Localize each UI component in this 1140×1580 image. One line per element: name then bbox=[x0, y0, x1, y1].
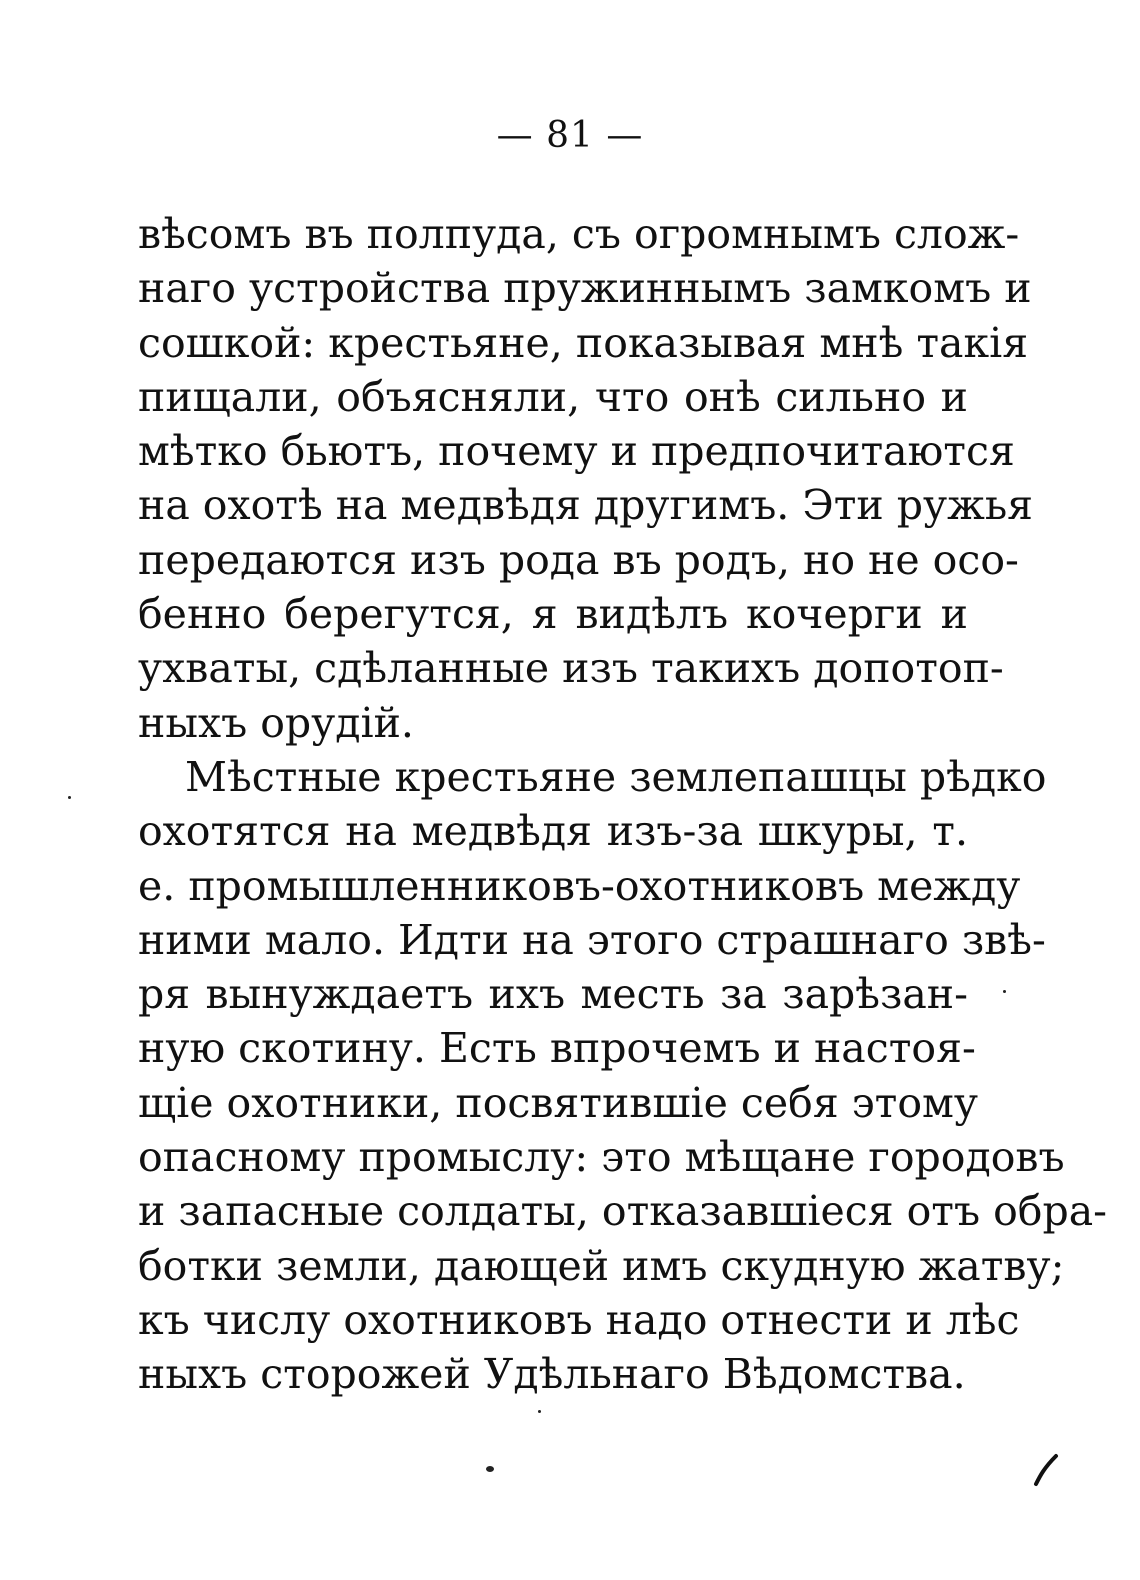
body-text bbox=[138, 207, 1107, 1402]
text-line: ботки земли, дающей имъ скудную жатву; bbox=[138, 1241, 1065, 1290]
text-line: Мѣстные крестьяне землепашцы рѣдко bbox=[185, 752, 1047, 801]
text-line: охотятся на медвѣдя изъ-за шкуры, т. bbox=[138, 807, 968, 856]
text-line: мѣтко бьютъ, почему и предпочитаются bbox=[138, 427, 1015, 476]
ink-stroke-mark bbox=[1030, 1450, 1060, 1490]
text-line: е. промышленниковъ-охотниковъ между bbox=[138, 861, 1021, 910]
text-line: передаются изъ рода въ родъ, но не осо- bbox=[138, 535, 1019, 584]
text-line: ныхъ орудій. bbox=[138, 698, 414, 747]
text-line: ря вынуждаетъ ихъ месть за зарѣзан- bbox=[138, 970, 968, 1019]
text-line: щіе охотники, посвятившіе себя этому bbox=[138, 1078, 979, 1127]
text-line: бенно берегутся, я видѣлъ кочерги и bbox=[138, 590, 968, 639]
scan-speck bbox=[486, 1466, 494, 1472]
text-line: и запасные солдаты, отказавшіеся отъ обра- bbox=[138, 1187, 1107, 1236]
page-number: — 81 — bbox=[496, 115, 644, 156]
text-line: ними мало. Идти на этого страшнаго звѣ- bbox=[138, 915, 1046, 964]
text-line: къ числу охотниковъ надо отнести и лѣс bbox=[138, 1295, 1020, 1344]
text-line: ную скотину. Есть впрочемъ и настоя- bbox=[138, 1024, 976, 1073]
scan-speck bbox=[1003, 990, 1006, 993]
text-line: ныхъ сторожей Удѣльнаго Вѣдомства. bbox=[138, 1350, 966, 1399]
scan-speck bbox=[68, 796, 71, 799]
text-line: сошкой: крестьяне, показывая мнѣ такія bbox=[138, 318, 1029, 367]
text-line: вѣсомъ въ полпуда, съ огромнымъ слож- bbox=[138, 210, 1020, 258]
text-line: на охотѣ на медвѣдя другимъ. Эти ружья bbox=[138, 481, 1034, 530]
text-line: пищали, объясняли, что онѣ сильно и bbox=[138, 372, 968, 421]
scan-speck bbox=[538, 1410, 541, 1413]
text-line: ухваты, сдѣланные изъ такихъ допотоп- bbox=[138, 644, 1004, 693]
text-line: наго устройства пружиннымъ замкомъ и bbox=[138, 264, 1032, 313]
text-line: опасному промыслу: это мѣщане городовъ bbox=[138, 1133, 1065, 1182]
